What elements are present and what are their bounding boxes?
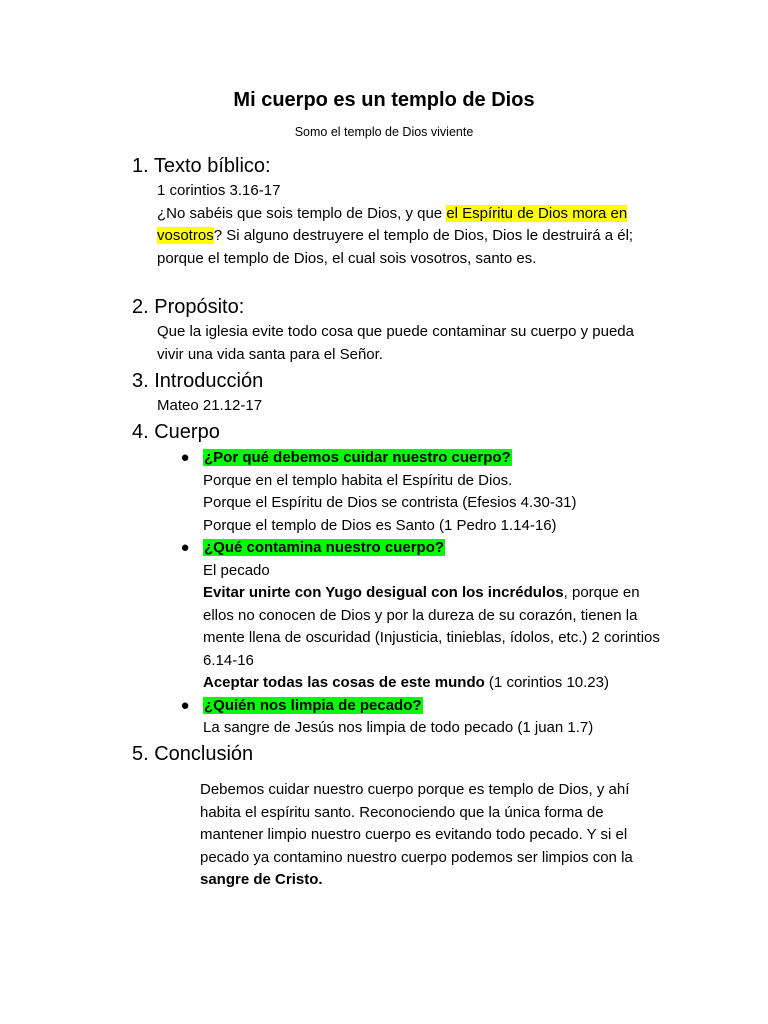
section-body-conclusion [200,779,660,892]
list-item-text: Porque el Espíritu de Dios se contrista (Efesios 4.30-31) [203,494,577,511]
bullet-icon: ● [180,449,190,466]
highlighted-phrase: el Espíritu de Dios mora en vosotros [157,204,628,244]
document-subtitle: Somo el templo de Dios viviente [294,125,474,139]
section-heading-conclusion: 5. Conclusión [132,743,254,765]
conclusion-text: Debemos cuidar nuestro cuerpo porque es templo de Dios, y ahí habita el espíritu santo. Reconociendo que la única forma de mantener limpio nuestro cuerpo es evitando todo pecado. Y si el pecado ya contamino nuestro cuerpo podemos ser limpios con la [200,781,633,866]
section-body-texto-biblico [157,180,657,270]
question-heading: ¿Qué contamina nuestro cuerpo? [204,539,445,556]
list-item-text: La sangre de Jesús nos limpia de todo pecado (1 juan 1.7) [203,719,594,736]
bible-passage [157,203,657,271]
section-body-proposito: Que la iglesia evite todo cosa que puede contaminar su cuerpo y pueda vivir una vida santa para el Señor. [157,323,634,363]
passage-text-end: ? Si alguno destruyere el templo de Dios, Dios le destruirá a él; porque el templo de Dios, el cual sois vosotros, santo es. [157,227,634,267]
list-item-paragraph [180,672,670,695]
section-heading-cuerpo: 4. Cuerpo [132,421,220,443]
list-item-paragraph [180,582,670,672]
section-heading-texto-biblico: 1. Texto bíblico: [132,155,271,177]
passage-text-start: ¿No sabéis que sois templo de Dios, y que [157,204,447,222]
question-heading: ¿Quién nos limpia de pecado? [204,696,422,714]
section-body-introduccion: Mateo 21.12-17 [157,397,263,414]
section-body-cuerpo [180,447,670,740]
list-item [180,695,670,718]
paragraph-text: , porque en ellos no conocen de Dios y por la dureza de su corazón, tienen la mente llena de oscuridad (Injusticia, tinieblas, ídolos, etc.) 2 corintios 6.14-16 [203,584,660,669]
bullet-icon: ● [180,539,190,556]
question-heading: ¿Por qué debemos cuidar nuestro cuerpo? [204,449,511,466]
bold-phrase: Aceptar todas las cosas de este mundo [203,674,485,691]
section-heading-introduccion: 3. Introducción [132,370,264,392]
document-title: Mi cuerpo es un templo de Dios [233,89,535,111]
bold-phrase: Evitar unirte con Yugo desigual con los incrédulos [203,584,564,601]
bible-reference: 1 corintios 3.16-17 [157,182,281,199]
list-item-text: El pecado [203,561,270,579]
bold-phrase: sangre de Cristo. [200,871,323,888]
list-item [180,447,670,470]
section-heading-proposito: 2. Propósito: [132,296,245,318]
bullet-icon: ● [180,696,190,714]
list-item [180,537,670,560]
paragraph-text: (1 corintios 10.23) [484,674,609,691]
list-item-text: Porque el templo de Dios es Santo (1 Pedro 1.14-16) [203,516,557,534]
list-item-text: Porque en el templo habita el Espíritu de Dios. [203,471,513,489]
